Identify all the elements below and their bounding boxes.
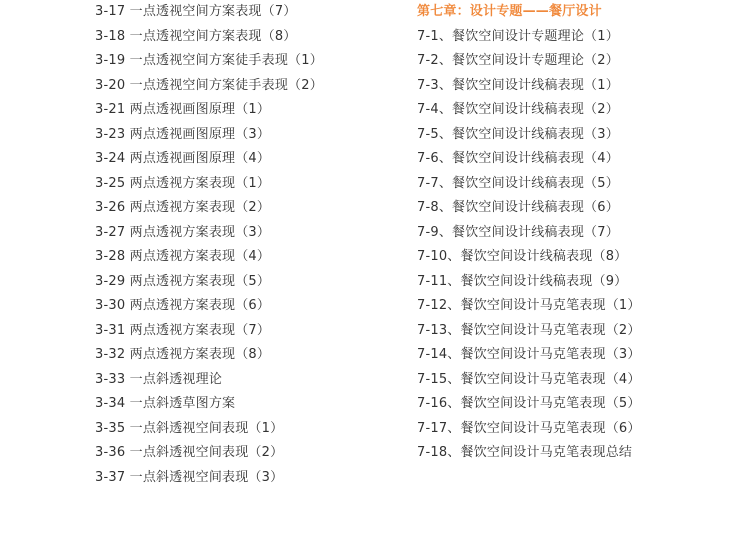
lesson-item[interactable]: 7-4、餐饮空间设计线稿表现（2）: [417, 102, 619, 117]
lesson-item[interactable]: 3-35 一点斜透视空间表现（1）: [95, 420, 284, 436]
lesson-item[interactable]: 7-1、餐饮空间设计专题理论（1）: [417, 28, 619, 44]
lesson-item[interactable]: 3-19 一点透视空间方案徒手表现（1）: [95, 53, 323, 68]
lesson-item[interactable]: 7-16、餐饮空间设计马克笔表现（5）: [417, 396, 641, 411]
lesson-item[interactable]: 3-24 两点透视画图原理（4）: [95, 151, 271, 166]
lesson-item[interactable]: 3-28 两点透视方案表现（4）: [95, 249, 271, 264]
lesson-item[interactable]: 7-18、餐饮空间设计马克笔表现总结: [417, 445, 633, 460]
lesson-item[interactable]: 7-6、餐饮空间设计线稿表现（4）: [417, 151, 619, 166]
lesson-item[interactable]: 7-14、餐饮空间设计马克笔表现（3）: [417, 347, 641, 362]
lesson-item[interactable]: 3-33 一点斜透视理论: [95, 371, 223, 387]
lesson-item[interactable]: 3-32 两点透视方案表现（8）: [95, 347, 271, 362]
lesson-item[interactable]: 3-31 两点透视方案表现（7）: [95, 322, 271, 338]
lesson-item[interactable]: 7-8、餐饮空间设计线稿表现（6）: [417, 200, 619, 215]
lesson-item[interactable]: 3-18 一点透视空间方案表现（8）: [95, 28, 297, 44]
lesson-item[interactable]: 3-21 两点透视画图原理（1）: [95, 102, 271, 117]
lesson-item[interactable]: 3-34 一点斜透草图方案: [95, 396, 236, 411]
lesson-item[interactable]: 3-25 两点透视方案表现（1）: [95, 175, 271, 191]
lesson-item[interactable]: 7-3、餐饮空间设计线稿表现（1）: [417, 77, 619, 93]
lesson-item[interactable]: 7-12、餐饮空间设计马克笔表现（1）: [417, 298, 641, 313]
lesson-item[interactable]: 3-36 一点斜透视空间表现（2）: [95, 445, 284, 460]
lesson-item[interactable]: 3-27 两点透视方案表现（3）: [95, 224, 271, 240]
lesson-item[interactable]: 3-17 一点透视空间方案表现（7）: [95, 4, 297, 19]
lesson-item[interactable]: 7-9、餐饮空间设计线稿表现（7）: [417, 224, 619, 240]
lesson-item[interactable]: 7-2、餐饮空间设计专题理论（2）: [417, 53, 619, 68]
lesson-item[interactable]: 3-37 一点斜透视空间表现（3）: [95, 469, 284, 485]
lesson-item[interactable]: 3-20 一点透视空间方案徒手表现（2）: [95, 77, 323, 93]
lesson-item[interactable]: 7-13、餐饮空间设计马克笔表现（2）: [417, 322, 641, 338]
right-lesson-list: [417, 0, 717, 466]
lesson-item[interactable]: 3-23 两点透视画图原理（3）: [95, 126, 271, 142]
lesson-item[interactable]: 3-29 两点透视方案表现（5）: [95, 273, 271, 289]
lesson-item[interactable]: 7-5、餐饮空间设计线稿表现（3）: [417, 126, 619, 142]
chapter-heading: 第七章：设计专题——餐厅设计: [417, 4, 602, 19]
lesson-item[interactable]: 3-30 两点透视方案表现（6）: [95, 298, 271, 313]
lesson-item[interactable]: 7-10、餐饮空间设计线稿表现（8）: [417, 249, 628, 264]
lesson-item[interactable]: 7-15、餐饮空间设计马克笔表现（4）: [417, 371, 641, 387]
lesson-item[interactable]: 3-26 两点透视方案表现（2）: [95, 200, 271, 215]
left-lesson-list: [95, 0, 395, 490]
lesson-item[interactable]: 7-11、餐饮空间设计线稿表现（9）: [417, 273, 628, 289]
lesson-item[interactable]: 7-7、餐饮空间设计线稿表现（5）: [417, 175, 619, 191]
lesson-item[interactable]: 7-17、餐饮空间设计马克笔表现（6）: [417, 420, 641, 436]
